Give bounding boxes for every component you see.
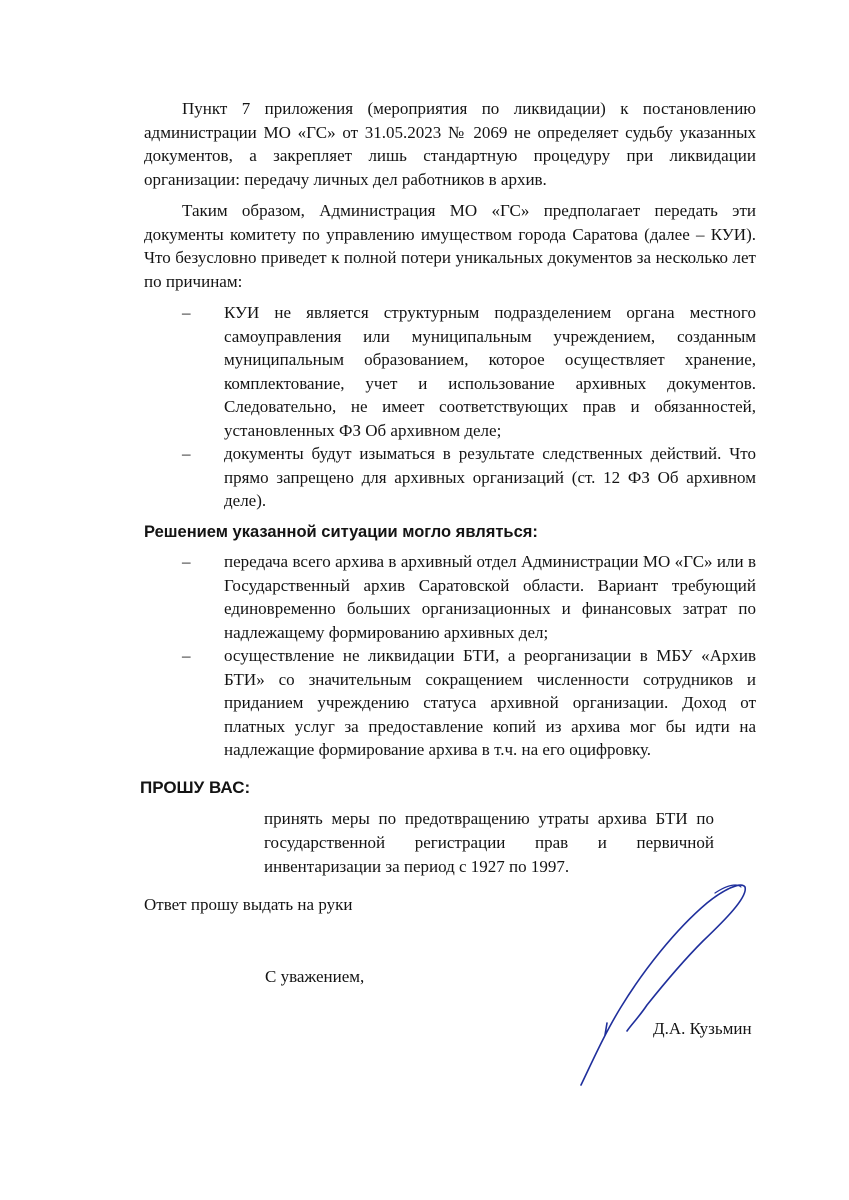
reasons-list	[144, 301, 756, 513]
document-body	[140, 97, 756, 879]
solution-2: осуществление не ликвидации БТИ, а реорганизации в МБУ «Архив БТИ» со значительным сокращением численности сотрудников и приданием учреждению статуса архивной организации. Доход от платных услуг за предоставление копий из архива мог бы идти на надлежащие формирование архива в т.ч. на его оцифровку.	[224, 646, 756, 759]
signer-name: Д.А. Кузьмин	[653, 1019, 752, 1038]
list-item	[144, 442, 756, 513]
reason-2: документы будут изыматься в результате следственных действий. Что прямо запрещено для архивных организаций (ст. 12 ФЗ Об архивном деле).	[224, 444, 756, 510]
reason-1: КУИ не является структурным подразделением органа местного самоуправления или муниципальным учреждением, созданным муниципальным образованием, которое осуществляет хранение, комплектование, учет и использование архивных документов. Следовательно, не имеет соответствующих прав и обязанностей, установленных ФЗ Об архивном деле;	[224, 303, 756, 440]
list-item	[144, 644, 756, 762]
list-dash: –	[182, 444, 191, 463]
answer-note: Ответ прошу выдать на руки	[144, 895, 353, 914]
request-text: принять меры по предотвращению утраты архива БТИ по государственной регистрации прав и первичной инвентаризации за период с 1927 по 1997.	[264, 809, 714, 876]
paragraph-1: Пункт 7 приложения (мероприятия по ликвидации) к постановлению администрации МО «ГС» от 31.05.2023 № 2069 не определяет судьбу указанных документов, а закрепляет лишь стандартную процедуру при ликвидации организации: передачу личных дел работников в архив.	[144, 99, 756, 189]
handwritten-signature	[565, 875, 765, 1090]
list-item	[144, 550, 756, 644]
request-heading: ПРОШУ ВАС:	[140, 777, 251, 797]
solutions-list	[144, 550, 756, 762]
list-item	[144, 301, 756, 442]
list-dash: –	[182, 646, 191, 665]
closing-text: С уважением,	[265, 967, 365, 986]
paragraph-2: Таким образом, Администрация МО «ГС» предполагает передать эти документы комитету по управлению имуществом города Саратова (далее – КУИ). Что безусловно приведет к полной потери уникальных документов за несколько лет по причинам:	[144, 201, 756, 291]
list-dash: –	[182, 303, 191, 322]
solution-heading: Решением указанной ситуации могло являться:	[144, 522, 538, 541]
solution-1: передача всего архива в архивный отдел Администрации МО «ГС» или в Государственный архив Саратовской области. Вариант требующий единовременно больших организационных и финансовых затрат по надлежащему формированию архивных дел;	[224, 552, 756, 642]
list-dash: –	[182, 552, 191, 571]
